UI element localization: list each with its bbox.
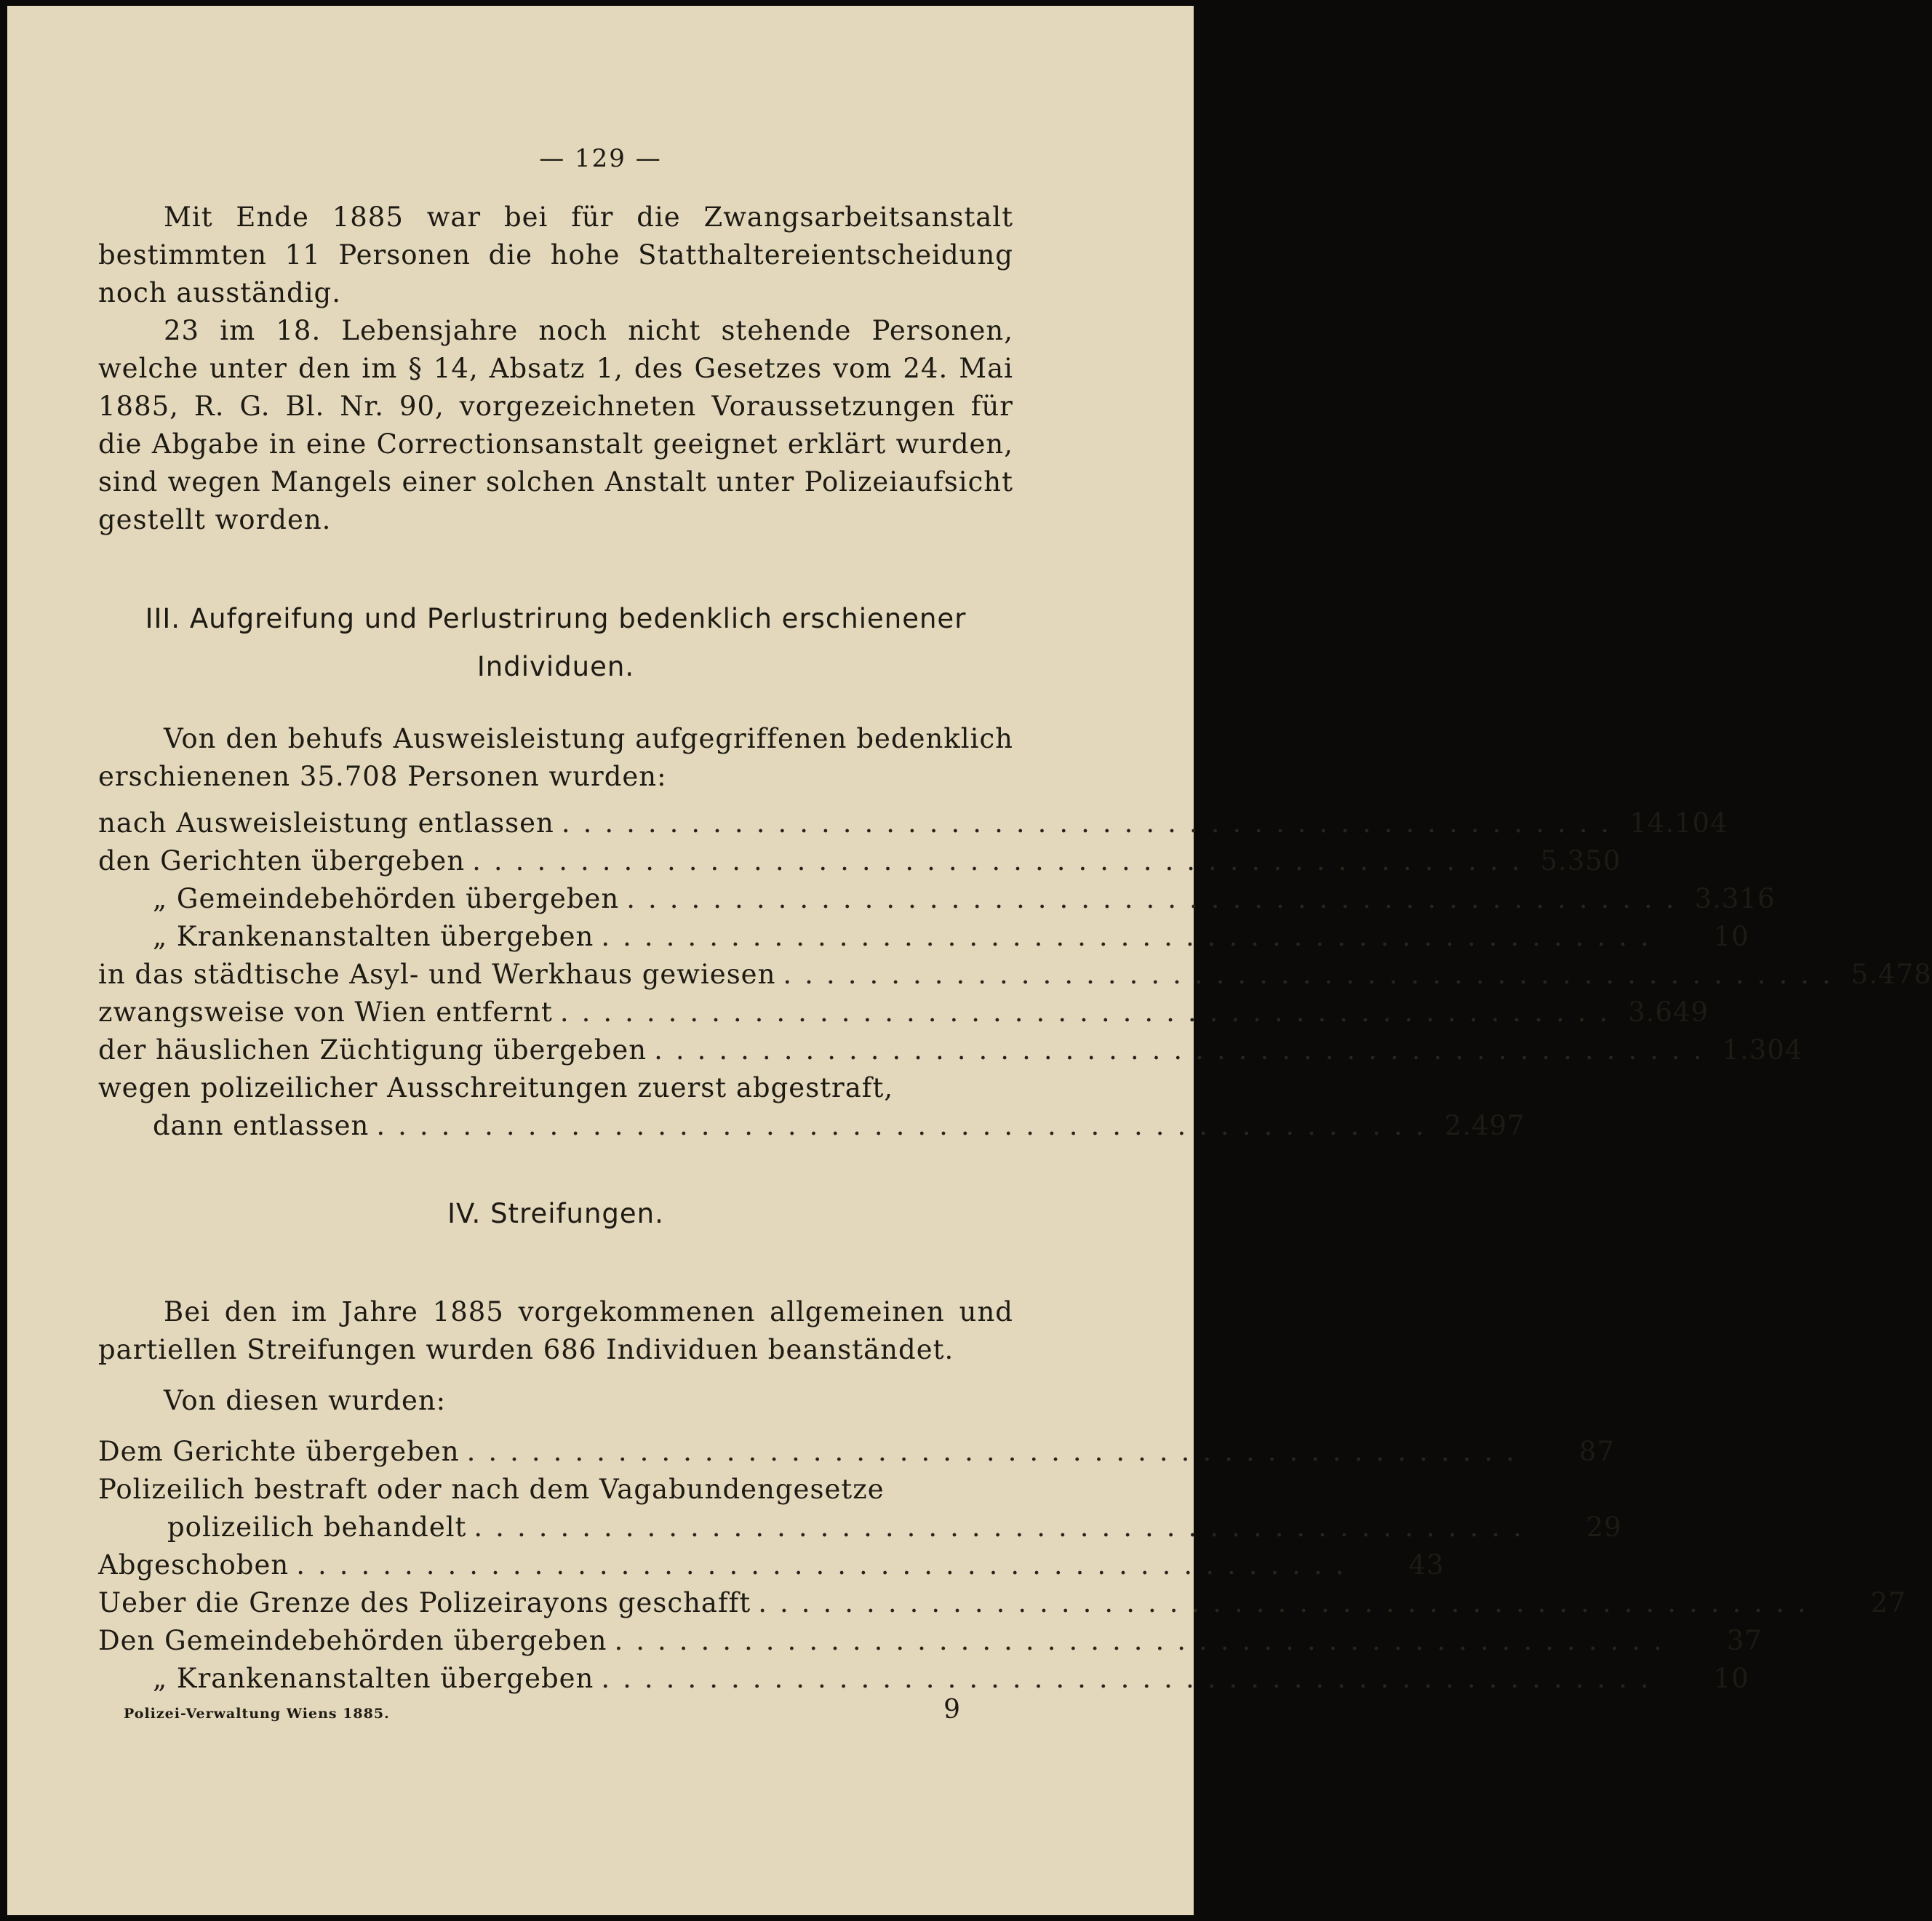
leader-dots: ................................................. (296, 1549, 1357, 1581)
row-label: nach Ausweisleistung entlassen (98, 807, 554, 839)
row-label: Polizeilich bestraft oder nach dem Vagabundengesetze (98, 1474, 885, 1505)
leader-dots: ................................................. (472, 845, 1533, 876)
row-value: 2.497 (1444, 1110, 1525, 1141)
row-label: Den Gemeindebehörden übergeben (98, 1625, 607, 1656)
row-value: 10 (1713, 921, 1749, 952)
table-row (98, 918, 1749, 956)
section-4-subintro: Von diesen wurden: (164, 1385, 447, 1416)
row-label: Ueber die Grenze des Polizeirayons geschafft (98, 1587, 751, 1618)
row-value: 1.304 (1722, 1034, 1803, 1066)
section-3-heading (98, 595, 1013, 691)
footer-signature: 9 (943, 1695, 960, 1725)
row-value: 3.649 (1628, 997, 1709, 1028)
table-row (98, 1471, 1013, 1509)
table-row (98, 1433, 1615, 1471)
leader-dots: ................................................. (559, 997, 1621, 1028)
row-label: dann entlassen (153, 1110, 370, 1141)
row-label: „ Gemeindebehörden übergeben (153, 883, 620, 914)
paragraph-zwangsarbeit: Mit Ende 1885 war bei für die Zwangsarbeitsanstalt bestimmten 11 Personen die hohe Statthaltereientscheidung noch ausständig. (98, 201, 1013, 308)
leader-dots: ................................................. (376, 1110, 1437, 1141)
row-value: 5.350 (1540, 845, 1621, 876)
leader-dots: ................................................. (561, 807, 1623, 839)
row-label: „ Krankenanstalten übergeben (153, 921, 594, 952)
section-3-intro-text: Von den behufs Ausweisleistung aufgegriffenen bedenklich erschienenen 35.708 Personen wurden: (98, 723, 1013, 792)
table-row (98, 1069, 1013, 1107)
section-3-intro (98, 720, 1013, 796)
table-row (98, 1509, 1622, 1546)
row-label: den Gerichten übergeben (98, 845, 466, 876)
row-label: der häuslichen Züchtigung übergeben (98, 1034, 647, 1066)
row-value: 37 (1726, 1625, 1763, 1656)
leader-dots: ................................................. (783, 959, 1844, 990)
section-4-table (98, 1433, 1907, 1698)
table-row (98, 842, 1621, 880)
leader-dots: ................................................. (474, 1511, 1535, 1543)
section-4-intro-text: Bei den im Jahre 1885 vorgekommenen allgemeinen und partiellen Streifungen wurden 686 Individuen beanständet. (98, 1296, 1013, 1365)
table-row (98, 1622, 1763, 1660)
paragraph-correctionsanstalt: 23 im 18. Lebensjahre noch nicht stehende Personen, welche unter den im § 14, Absatz 1, des Gesetzes vom 24. Mai 1885, R. G. Bl. Nr. 90, vorgezeichneten Voraussetzungen für die Abgabe in eine Correctionsanstalt geeignet erklärt wurden, sind wegen Mangels einer solchen Anstalt unter Polizeiaufsicht gestellt worden. (98, 315, 1013, 535)
row-label: zwangsweise von Wien entfernt (98, 997, 553, 1028)
leader-dots: ................................................. (614, 1625, 1675, 1656)
row-label: Abgeschoben (98, 1549, 290, 1581)
document-page (7, 6, 1932, 1915)
leader-dots: ................................................. (601, 1663, 1662, 1694)
row-value: 5.478 (1851, 959, 1932, 990)
page-number: — 129 — (539, 144, 662, 173)
section-4-intro (98, 1293, 1013, 1420)
leader-dots: ................................................. (601, 921, 1662, 952)
section-4-heading: IV. Streifungen. (447, 1198, 664, 1229)
table-row (98, 1584, 1907, 1622)
row-value: 27 (1870, 1587, 1907, 1618)
section-3-heading-line1: III. Aufgreifung und Perlustrirung bedenklich erschienener (145, 603, 967, 634)
row-value: 43 (1408, 1549, 1445, 1581)
section-3-heading-line2: Individuen. (476, 651, 635, 682)
section-3-table (98, 804, 1932, 1145)
table-row (98, 1031, 1803, 1069)
row-value: 14.104 (1629, 807, 1728, 839)
footer-source: Polizei-Verwaltung Wiens 1885. (124, 1706, 390, 1722)
row-label: polizeilich behandelt (167, 1511, 467, 1543)
table-row (98, 1107, 1525, 1145)
table-row (98, 1546, 1445, 1584)
row-value: 87 (1578, 1436, 1615, 1467)
table-row (98, 956, 1932, 994)
row-value: 29 (1586, 1511, 1622, 1543)
leader-dots: ................................................. (626, 883, 1688, 914)
table-row (98, 804, 1728, 842)
row-label: Dem Gerichte übergeben (98, 1436, 460, 1467)
leader-dots: ................................................. (654, 1034, 1715, 1066)
row-label: „ Krankenanstalten übergeben (153, 1663, 594, 1694)
table-row (98, 880, 1776, 918)
row-value: 3.316 (1694, 883, 1776, 914)
leader-dots: ................................................. (466, 1436, 1528, 1467)
row-label: in das städtische Asyl- und Werkhaus gewiesen (98, 959, 776, 990)
leader-dots: ................................................. (758, 1587, 1819, 1618)
table-row (98, 1660, 1749, 1698)
intro-paragraphs (98, 199, 1013, 539)
row-label: wegen polizeilicher Ausschreitungen zuerst abgestraft, (98, 1072, 894, 1103)
table-row (98, 994, 1709, 1031)
page-footer (124, 1695, 960, 1725)
row-value: 10 (1713, 1663, 1749, 1694)
